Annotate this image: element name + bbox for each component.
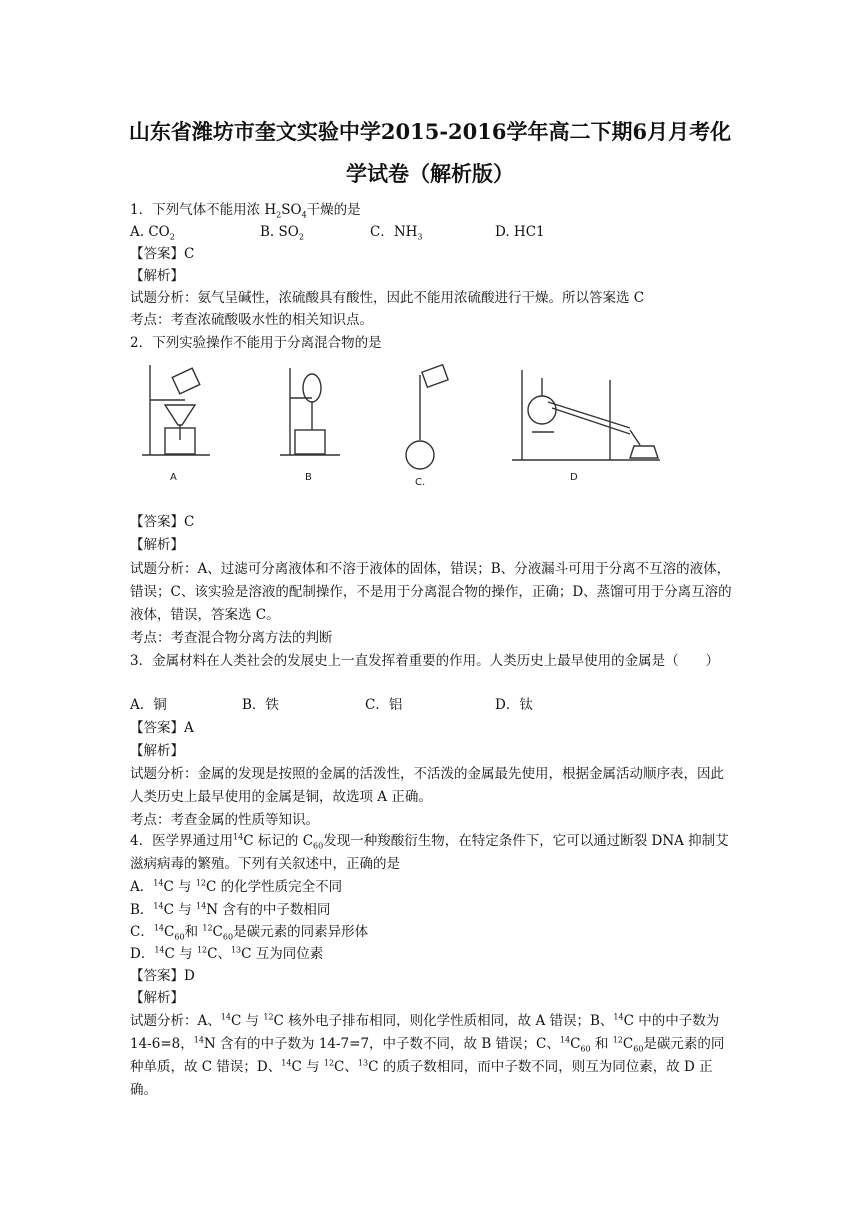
q3-option-d: D．钛 [495, 697, 533, 713]
q2-stem: 2．下列实验操作不能用于分离混合物的是 [130, 335, 382, 351]
fig-label-c: C. [415, 477, 426, 488]
q1-option-c: C．$NH_3$ [370, 224, 423, 242]
q1-option-d: D. HC1 [495, 224, 545, 240]
q2-answer: 【答案】C [130, 514, 195, 530]
q4-stem: 4．医学界通过用$^{14}$C 标记的 $C_{60}$发现一种羧酸衍生物，在特定条件下，它可以通过断裂 DNA 抑制艾滋病病毒的繁殖。下列有关叙述中，正确的是 [130, 832, 729, 872]
q4-option-b: B．$^{14}$C 与 $^{14}$N 含有的中子数相同 [130, 901, 331, 918]
q4-analysis: 试题分析：A、$^{14}$C 与 $^{12}$C 核外电子排布相同，则化学性质相同，故 A 错误；B、$^{14}$C 中的中子数为 14-6=8，$^{14}$N 含有的中子数为 14-7=7，中子数不同，故 B 错误；C、$^{14}C_{60}$ 和 $^{12}C_{60}$是碳元素的同种单质，故 C 错误；D、$^{14}$C 与 $^{12}$C、$^{13}$C 的质子数相同，而中子数不同，则互为同位素，故 D 正确。 [130, 1012, 725, 1098]
q2-analysis-label: 【解析】 [130, 537, 184, 553]
q4-option-c: C．$^{14}C_{60}$和 $^{12}C_{60}$是碳元素的同素异形体 [130, 923, 369, 942]
q4-analysis-label: 【解析】 [130, 990, 184, 1006]
apparatus-c-flask [406, 365, 448, 469]
q1-stem: 1．下列气体不能用浓 $H_2SO_4$干燥的是 [130, 202, 361, 220]
q3-option-c: C．铝 [365, 697, 403, 713]
document-title-line-1: 山东省潍坊市奎文实验中学2015-2016学年高二下期6月月考化 [128, 119, 732, 144]
q4-option-a: A．$^{14}$C 与 $^{12}$C 的化学性质完全不同 [130, 878, 343, 895]
q1-option-a: A. $CO_2$ [130, 224, 175, 242]
fig-label-b: B [305, 472, 312, 483]
apparatus-a-filtration [142, 365, 210, 455]
q3-analysis: 试题分析：金属的发现是按照的金属的活泼性，不活泼的金属最先使用，根据金属活动顺序表，因此人类历史上最早使用的金属是铜，故选项 A 正确。 [130, 766, 724, 805]
q1-option-b: B. $SO_2$ [260, 224, 304, 242]
q4-answer: 【答案】D [130, 968, 195, 984]
q3-option-a: A．铜 [130, 697, 167, 713]
apparatus-d-distillation [512, 370, 660, 460]
q2-analysis: 试题分析：A、过滤可分离液体和不溶于液体的固体，错误；B、分液漏斗可用于分离不互溶的液体，错误；C、该实验是溶液的配制操作，不是用于分离混合物的操作，正确；D、蒸馏可用于分离互溶的液体，错误，答案选 C。 [130, 561, 732, 623]
fig-label-d: D [570, 472, 578, 483]
q1-answer: 【答案】C [130, 246, 195, 262]
q3-stem: 3．金属材料在人类社会的发展史上一直发挥着重要的作用。人类历史上最早使用的金属是（ ） [130, 653, 720, 669]
document-title-line-2: 学试卷（解析版） [346, 161, 514, 186]
q1-analysis: 试题分析：氨气呈碱性，浓硫酸具有酸性，因此不能用浓硫酸进行干燥。所以答案选 C [130, 290, 645, 306]
q4-option-d: D．$^{14}$C 与 $^{12}$C、$^{13}$C 互为同位素 [130, 945, 324, 962]
fig-label-a: A [170, 472, 177, 483]
apparatus-figure [140, 360, 700, 490]
q2-point: 考点：考查混合物分离方法的判断 [130, 630, 333, 646]
q3-analysis-label: 【解析】 [130, 743, 184, 759]
q3-option-b: B．铁 [242, 697, 279, 713]
q3-point: 考点：考查金属的性质等知识。 [130, 812, 319, 828]
q1-analysis-label: 【解析】 [130, 268, 184, 284]
q3-answer: 【答案】A [130, 720, 194, 736]
apparatus-b-funnel [280, 368, 340, 455]
q1-point: 考点：考查浓硫酸吸水性的相关知识点。 [130, 312, 373, 328]
